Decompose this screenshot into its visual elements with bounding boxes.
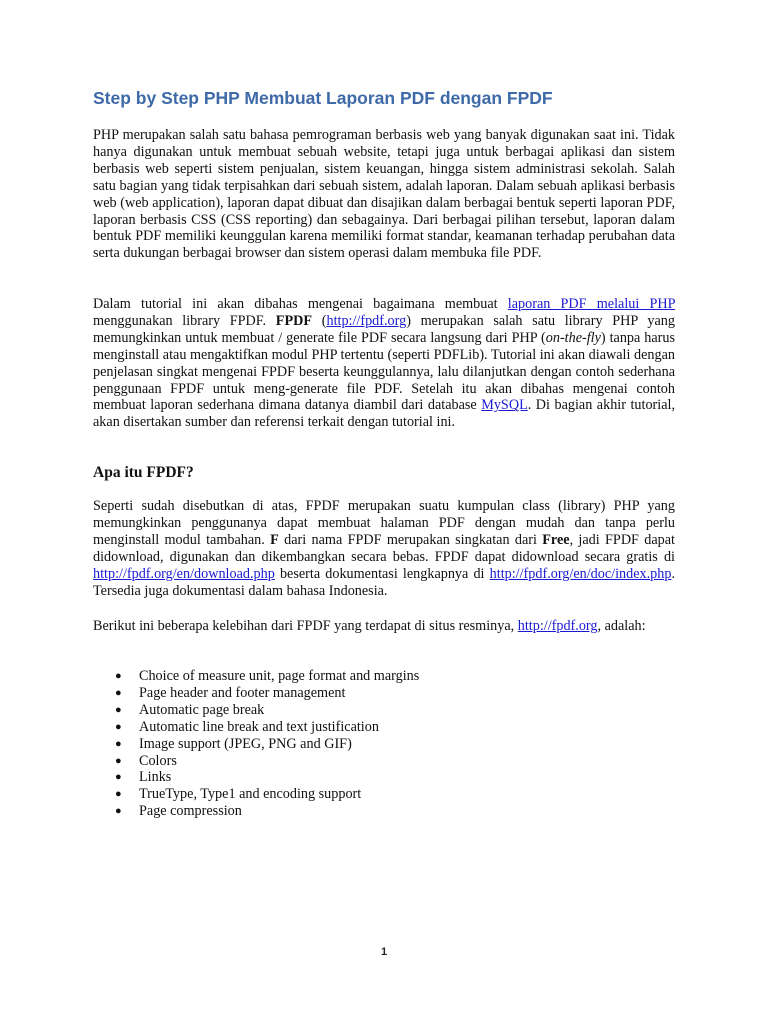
list-item (93, 668, 675, 685)
text-run: beserta dokumentasi lengkapnya di (274, 565, 490, 582)
feature-label: Automatic line break and text justification (139, 718, 379, 735)
on-the-fly-term: on-the-fly (545, 329, 601, 346)
page-number: 1 (380, 946, 388, 958)
bullet-icon: ● (115, 788, 122, 801)
bullet-icon: ● (115, 805, 122, 818)
feature-label: Automatic page break (139, 701, 265, 718)
feature-list (93, 668, 675, 820)
list-item (93, 702, 675, 719)
f-bold-term: F (270, 531, 279, 548)
list-item (93, 753, 675, 770)
intro-paragraph: PHP merupakan salah satu bahasa pemrograman berbasis web yang banyak digunakan saat ini. Tidak hanya digunakan untuk membuat sebuah website, tetapi juga untuk berbagai aplikasi dan sistem berbasis web seperti sistem penjualan, sistem keuangan, hingga sistem administrasi sekolah. Salah satu bagian yang tidak terpisahkan dari sebuah sistem, adalah laporan. Dalam sebuah aplikasi berbasis web (web application), laporan dapat dibuat dan disajikan dalam berbagai bentuk seperti laporan PDF, laporan berbasis CSS (CSS reporting) dan sebagainya. Dari berbagai pilihan tersebut, laporan dalam bentuk PDF memiliki keunggulan karena memiliki format standar, keamanan terhadap perubahan data serta dukungan berbagai browser dan sistem operasi dalam membuka file PDF. (93, 127, 675, 262)
text-run: ) tanpa harus menginstall atau mengaktifkan modul PHP tertentu (seperti PDFLib). Tutorial ini akan diawali dengan penjelasan singkat mengenai FPDF beserta keunggulannya, lalu dilanjutkan dengan contoh sederhana penggunaan FPDF untuk meng-generate file PDF. Setelah itu akan dibahas mengenai contoh membuat laporan sederhana dimana datanya diambil dari database (93, 329, 675, 414)
section-heading-apa-itu-fpdf: Apa itu FPDF? (93, 464, 194, 481)
feature-label: Page header and footer management (139, 684, 346, 701)
text-run: . Di bagian akhir tutorial, akan disertakan sumber dan referensi terkait dengan tutorial ini. (93, 397, 675, 431)
list-item (93, 685, 675, 702)
tutorial-overview-paragraph (93, 296, 675, 431)
feature-label: Links (139, 769, 172, 786)
fpdf-site-link[interactable]: http://fpdf.org (326, 312, 407, 329)
document-title: Step by Step PHP Membuat Laporan PDF dengan FPDF (93, 88, 553, 108)
feature-label: Colors (139, 752, 177, 769)
feature-label: Image support (JPEG, PNG and GIF) (139, 735, 352, 752)
mysql-link[interactable]: MySQL (481, 397, 528, 414)
text-run: ) merupakan salah satu library PHP yang memungkinkan untuk membuat / generate file PDF secara langsung dari PHP ( (93, 312, 675, 346)
text-run: Seperti sudah disebutkan di atas, FPDF merupakan suatu kumpulan class (library) PHP yang memungkinkan penggunanya dapat membuat halaman PDF dengan mudah dan tanpa perlu menginstall modul tambahan. (93, 498, 675, 548)
bullet-icon: ● (115, 670, 122, 682)
text-run: Berikut ini beberapa kelebihan dari FPDF yang terdapat di situs resminya, (93, 618, 518, 634)
bullet-icon: ● (115, 771, 122, 784)
feature-label: Choice of measure unit, page format and margins (139, 668, 420, 684)
list-item (93, 786, 675, 803)
text-run: Dalam tutorial ini akan dibahas mengenai bagaimana membuat (93, 296, 508, 312)
download-link[interactable]: http://fpdf.org/en/download.php (93, 565, 275, 582)
fpdf-description-paragraph (93, 498, 675, 599)
bullet-icon: ● (115, 686, 122, 699)
free-bold-term: Free (542, 531, 570, 548)
feature-label: TrueType, Type1 and encoding support (139, 786, 362, 803)
list-item (93, 719, 675, 736)
bullet-icon: ● (115, 703, 122, 716)
text-run: menggunakan library FPDF. (93, 312, 276, 329)
text-run: ( (312, 312, 327, 329)
documentation-link[interactable]: http://fpdf.org/en/doc/index.php (489, 565, 672, 582)
bullet-icon: ● (115, 720, 122, 733)
text-run: , jadi FPDF dapat didownload, digunakan dan dikembangkan secara bebas. FPDF dapat didownload secara gratis di (93, 531, 676, 565)
bullet-icon: ● (115, 754, 122, 767)
features-intro-paragraph (93, 618, 675, 635)
text-run: . Tersedia juga dokumentasi dalam bahasa Indonesia. (93, 565, 675, 599)
fpdf-bold-term: FPDF (275, 312, 313, 329)
bullet-icon: ● (115, 737, 122, 750)
fpdf-official-site-link[interactable]: http://fpdf.org (517, 618, 598, 634)
feature-label: Page compression (139, 803, 242, 820)
list-item (93, 736, 675, 753)
list-item (93, 803, 675, 820)
list-item (93, 769, 675, 786)
text-run: dari nama FPDF merupakan singkatan dari (278, 531, 543, 548)
text-run: , adalah: (597, 618, 646, 634)
laporan-pdf-link[interactable]: laporan PDF melalui PHP (507, 296, 675, 312)
